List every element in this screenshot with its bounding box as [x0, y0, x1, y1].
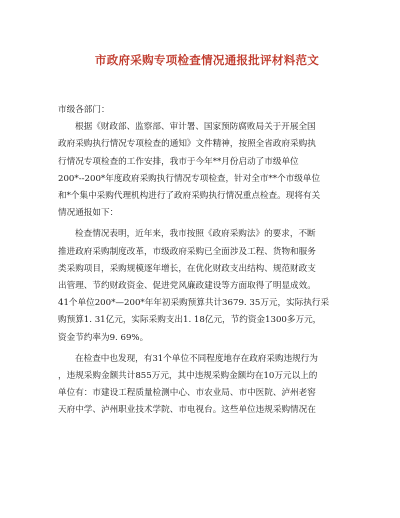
paragraph-line: 政府采购执行情况专项检查的通知》文件精神，按照全省政府采购执	[58, 139, 316, 150]
paragraph-line: 41个单位200*—200*年年初采购预算共计3679. 35万元，实际执行采	[58, 298, 330, 309]
paragraph-1	[58, 119, 356, 222]
paragraph-line: 根据《财政部、监察部、审计署、国家预防腐败局关于开展全国	[75, 122, 316, 133]
paragraph-line: 购预算1. 31亿元，实际采购支出1. 18亿元，节约资金1300多万元，	[58, 315, 322, 326]
paragraph-2	[58, 226, 356, 346]
salutation: 市级各部门：	[58, 105, 110, 115]
paragraph-line: ，违规采购金额共计855万元，其中违规采购金额均在10万元以上的	[58, 371, 318, 382]
paragraph-line: 类采购项目，采购规模逐年增长，在优化财政支出结构、规范财政支	[58, 263, 316, 274]
paragraph-line: 和*个集中采购代理机构进行了政府采购执行情况重点检查。现将有关	[58, 191, 321, 202]
document-title: 市政府采购专项检查情况通报批评材料范文	[94, 53, 320, 67]
paragraph-line: 检查情况表明，近年来，我市按照《政府采购法》的要求，不断	[75, 229, 316, 240]
paragraph-line: 出管理、节约财政资金、促进党风廉政建设等方面取得了明显成效。	[58, 281, 316, 292]
paragraph-line: 情况通报如下：	[58, 208, 119, 219]
paragraph-line: 在检查中也发现，有31个单位不同程度地存在政府采购违规行为	[75, 353, 318, 364]
paragraph-line: 200*--200*年度政府采购执行情况专项检查，针对全市**个市级单位	[58, 173, 321, 184]
paragraph-line: 推进政府采购制度改革，市级政府采购已全面涉及工程、货物和服务	[58, 246, 316, 257]
paragraph-line: 天府中学、泸州职业技术学院、市电视台。这些单位违规采购情况在	[58, 405, 316, 416]
paragraph-line: 行情况专项检查的工作安排，我市于今年**月份启动了市级单位	[58, 156, 299, 167]
paragraph-line: 资金节约率为9. 69%。	[58, 332, 149, 343]
paragraph-line: 单位有：市建设工程质量检测中心、市农业局、市中医院、泸州老窖	[58, 388, 316, 399]
paragraph-3	[58, 351, 356, 420]
